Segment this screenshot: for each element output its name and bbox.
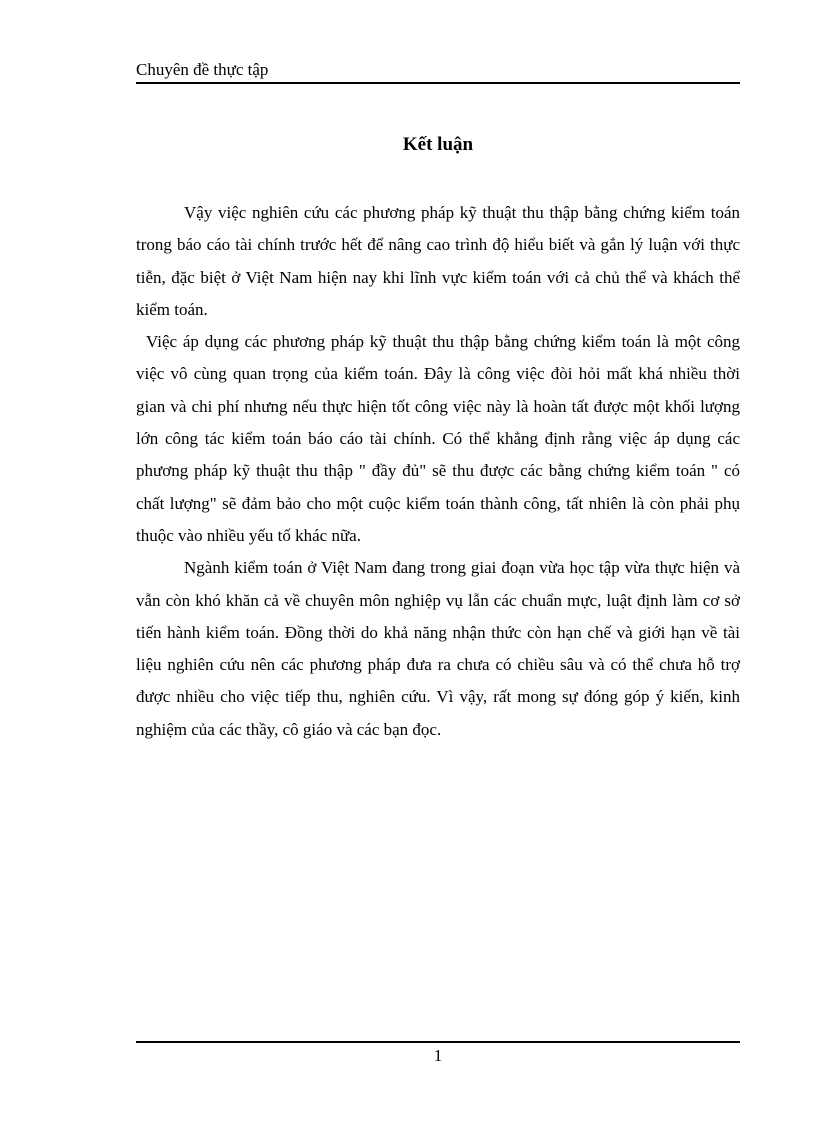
paragraph-1: Vậy việc nghiên cứu các phương pháp kỹ thuật thu thập bằng chứng kiểm toán trong báo cáo tài chính trước hết để nâng cao trình độ hiểu biết và gắn lý luận với thực tiễn, đặc biệt ở Việt Nam hiện nay khi lĩnh vực kiểm toán với cả chủ thể và khách thể kiểm toán. — [136, 203, 740, 319]
paragraph-3: Ngành kiểm toán ở Việt Nam đang trong giai đoạn vừa học tập vừa thực hiện và vẫn còn khó khăn cả về chuyên môn nghiệp vụ lẫn các chuẩn mực, luật định làm cơ sở tiến hành kiểm toán. Đồng thời do khả năng nhận thức còn hạn chế và giới hạn về tài liệu nghiên cứu nên các phương pháp đưa ra chưa có chiều sâu và có thể chưa hỗ trợ được nhiều cho việc tiếp thu, nghiên cứu. Vì vậy, rất mong sự đóng góp ý kiến, kinh nghiệm của các thầy, cô giáo và các bạn đọc. — [136, 558, 740, 739]
page-header — [136, 58, 740, 84]
document-body — [136, 197, 740, 746]
paragraph-2: Việc áp dụng các phương pháp kỹ thuật thu thập bằng chứng kiểm toán là một công việc vô cùng quan trọng của kiểm toán. Đây là công việc đòi hỏi mất khá nhiều thời gian và chi phí nhưng nếu thực hiện tốt công việc này là hoàn tất được một khối lượng lớn công tác kiểm toán báo cáo tài chính. Có thể khẳng định rằng việc áp dụng các phương pháp kỹ thuật thu thập " đầy đủ" sẽ thu được các bằng chứng kiểm toán " có chất lượng" sẽ đảm bảo cho một cuộc kiểm toán thành công, tất nhiên là còn phải phụ thuộc vào nhiều yếu tố khác nữa. — [136, 332, 740, 545]
page-number: 1 — [433, 1046, 443, 1065]
document-title: Kết luận — [402, 134, 474, 155]
header-title: Chuyên đề thực tập — [136, 60, 269, 79]
page-footer — [136, 1041, 740, 1066]
